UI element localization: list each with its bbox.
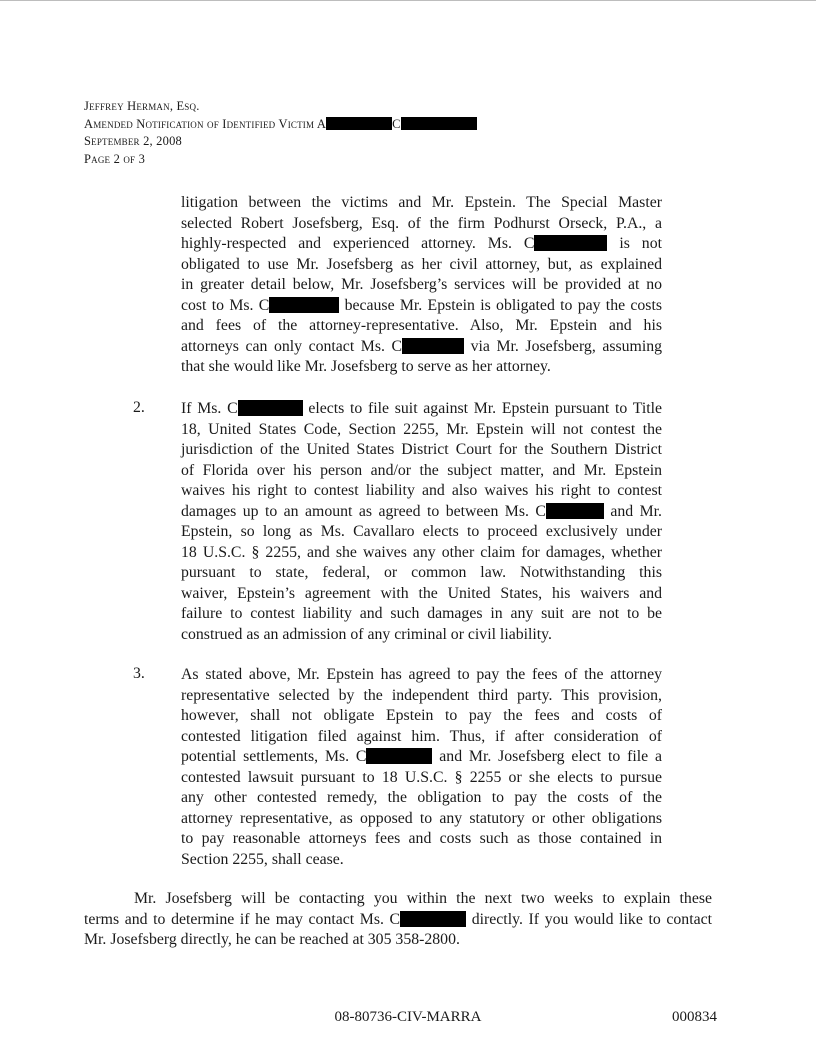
redaction-box — [534, 235, 607, 251]
redaction-box — [546, 503, 604, 519]
redaction-box — [401, 117, 477, 130]
header-subject: Amended Notification of Identified Victim A C — [84, 116, 477, 134]
redaction-box — [269, 297, 339, 313]
redaction-box — [400, 911, 466, 927]
item-number: 2. — [133, 399, 145, 416]
case-number: 08-80736-CIV-MARRA — [334, 1009, 482, 1025]
scan-edge-line — [0, 0, 816, 1]
header-date: September 2, 2008 — [84, 134, 182, 148]
redaction-box — [326, 117, 392, 130]
header-recipient: Jeffrey Herman, Esq. — [84, 99, 200, 113]
numbered-item: As stated above, Mr. Epstein has agreed to pay the fees of the attorney representative selected by the independent third party. This provision, however, shall not obligate Epstein to pay the fees and costs of contested litigation filed against him. Thus, if after consideration of potential settlements, Ms. C and Mr. Josefsberg elect to file a contested lawsuit pursuant to 18 U.S.C. § 2255 or she elects to pursue any other contested remedy, the obligation to pay the costs of the attorney representative, as opposed to any statutory or other obligations to pay reasonable attorneys fees and costs such as those contained in Section 2255, shall cease. — [181, 666, 662, 868]
redaction-box — [402, 338, 464, 354]
numbered-item: If Ms. C elects to file suit against Mr. Epstein pursuant to Title 18, United States Code, Section 2255, Mr. Epstein will not contest the jurisdiction of the United States District Court for the Southern District of Florida over his person and/or the subject matter, and Mr. Epstein waives his right to contest liability and also waives his right to contest damages up to an amount as agreed to between Ms. C and Mr. Epstein, so long as Ms. Cavallaro elects to proceed exclusively under 18 U.S.C. § 2255, and she waives any other claim for damages, whether pursuant to state, federal, or common law. Notwithstanding this waiver, Epstein’s agreement with the United States, his waivers and failure to contest liability and such damages in any suit are not to be construed as an admission of any criminal or civil liability. — [181, 400, 663, 643]
item-number: 3. — [133, 665, 145, 682]
header-page: Page 2 of 3 — [84, 151, 146, 166]
closing-paragraph: Mr. Josefsberg will be contacting you within the next two weeks to explain these terms and to determine if he may contact Ms. C directly. If you would like to contact Mr. Josefsberg directly, he can be reached at 305 358-2800. — [84, 890, 712, 948]
bates-number: 000834 — [672, 1009, 717, 1025]
paragraph-continuation: litigation between the victims and Mr. Epstein. The Special Master selected Robert Josefsberg, Esq. of the firm Podhurst Orseck, P.A., a highly-respected and experienced attorney. Ms. C is not obligated to use Mr. Josefsberg as her civil attorney, but, as explained in greater detail below, Mr. Josefsberg’s services will be provided at no cost to Ms. C because Mr. Epstein is obligated to pay the costs and fees of the attorney-representative. Also, Mr. Epstein and his attorneys can only contact Ms. C via Mr. Josefsberg, assuming that she would like Mr. Josefsberg to serve as her attorney. — [181, 194, 663, 375]
letter-header — [84, 98, 477, 168]
redaction-box — [366, 748, 432, 764]
redaction-box — [238, 400, 303, 416]
